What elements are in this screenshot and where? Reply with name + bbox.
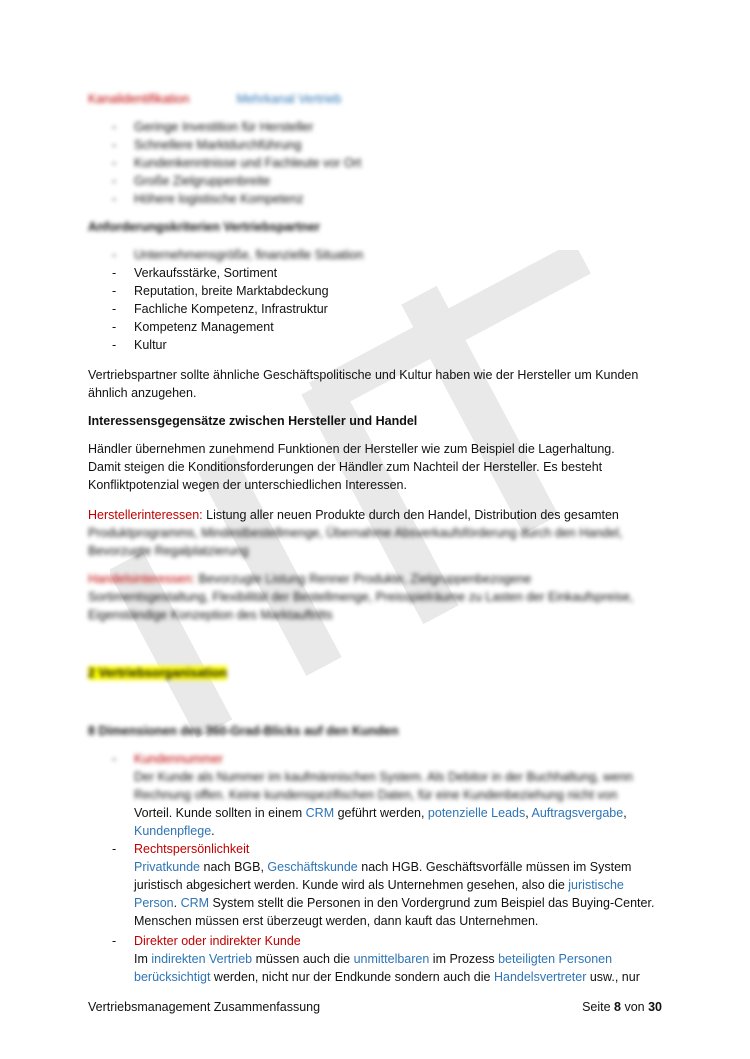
manufacturer-interests-text: Listung aller neuen Produkte durch den Handel, Distribution des gesamten <box>202 508 619 522</box>
dimensions-heading: 8 Dimensionen des 360-Grad-Blicks auf den Kunden <box>88 724 399 738</box>
manufacturer-interests-label: Herstellerinteressen: <box>88 508 203 522</box>
dealer-interests-label: Handelsinteressen: <box>88 572 196 586</box>
top-heading <box>88 90 341 108</box>
dimension-direct-indirect-label: Direkter oder indirekter Kunde <box>134 934 301 948</box>
paragraph-line: Vorteil. Kunde sollten in einem CRM geführt werden, potenzielle Leads, Auftragsvergabe, <box>134 806 627 820</box>
dimension-customer-number-label: Kundennummer <box>134 752 223 766</box>
list-item: Fachliche Kompetenz, Infrastruktur <box>134 302 328 316</box>
list-item: Verkaufsstärke, Sortiment <box>134 266 278 280</box>
list-item: Schnellere Marktdurchführung <box>134 138 302 152</box>
paragraph-line: Sortimentsgestaltung, Flexibilität der Bestellmenge, Preisspielräume zu Lasten der Einkaufspreise, <box>88 590 634 604</box>
paragraph-line: Rechnung offen. Keine kundenspezifischen Daten, für eine Kundenbeziehung nicht von <box>134 788 618 802</box>
footer-title: Vertriebsmanagement Zusammenfassung <box>88 1000 321 1014</box>
document-page: Kanalidentifikation Mehrkanal Vertrieb - Geringe Investition für Hersteller - Schnellere Marktdurchführung - Kundenkenntnisse und Fachleute vor Ort - Große Zielgruppenbreite - Höhere logistische Kompetenz Anforderungskriterien Vertriebspartner - Unternehmensgröße, finanzielle Situation - Verkaufsstärke, Sortiment - Reputation, breite Marktabdeckung - Fachliche Kompetenz, Infrastruktur - Kompetenz Management - Kultur Vertriebspartner sollte ähnliche Geschäftspolitische und Kultur haben wie der Hersteller um Kunden ähnlich anzugehen. Interessensgegensätze zwischen Hersteller und Handel Händler übernehmen zunehmend Funktionen der Hersteller wie zum Beispiel die Lagerhaltung. Damit steigen die Konditionsforderungen der Händler zum Nachteil der Hersteller. Es besteht Konfliktpotenzial wegen der unterschiedlichen Interessen. Herstellerinteressen: Listung aller neuen Produkte durch den Handel, Distribution des gesamten Produktprogramms, Mindestbestellmenge, Übernahme Absverkaufsförderung durch den Handel, Bevorzugte Regalplatzierung Handelsinteressen: Bevorzugte Listung Renner Produkte, Zielgruppenbezogene Sortimentsgestaltung, Flexibilität der Bestellmenge, Preisspielräume zu Lasten der Einkaufspreise, Eigenständige Konzeption des Marktauftritts 2 Vertriebsorganisation 8 Dimensionen des 360-Grad-Blicks auf den Kunden - Kundennummer Der Kunde als Nummer im kaufmännischen System. Als Debitor in der Buchhaltung, wenn Rechnung offen. Keine kundenspezifischen Daten, für eine Kundenbeziehung nicht von Vorteil. Kunde sollten in einem CRM geführt werden, potenzielle Leads, Auftragsvergabe, Kundenpflege. - Rechtspersönlichkeit Privatkunde nach BGB, Geschäftskunde nach HGB. Geschäftsvorfälle müssen im System juristisch abgesichert werden. Kunde wird als Unternehmen gesehen, also die juristische Person. CRM System stellt die Personen in den Vordergrund zum Beispiel das Buying-Center. Menschen müssen erst überzeugt werden, dann kauft das Unternehmen. - Direkter oder indirekter Kunde Im indirekten Vertrieb müssen auch die unmittelbaren im Prozess beteiligten Personen berücksichtigt werden, nicht nur der Endkunde sondern auch die Handelsvertreter usw., nur Vertriebsmanagement Zusammenfassung Seite 8 von 30 <box>88 92 662 1014</box>
paragraph-line: Im indirekten Vertrieb müssen auch die unmittelbaren im Prozess beteiligten Personen <box>134 952 613 966</box>
paragraph-line: Damit steigen die Konditionsforderungen der Händler zum Nachteil der Hersteller. Es besteht <box>88 460 603 474</box>
paragraph-line: Menschen müssen erst überzeugt werden, dann kauft das Unternehmen. <box>134 914 539 928</box>
dimension-legal-personality-label: Rechtspersönlichkeit <box>134 842 250 856</box>
paragraph-line: Produktprogramms, Mindestbestellmenge, Übernahme Absverkaufsförderung durch den Handel, <box>88 526 623 540</box>
footer-page-number: Seite 8 von 30 <box>582 1000 662 1014</box>
list-item: Unternehmensgröße, finanzielle Situation <box>134 248 364 262</box>
top-heading-right: Mehrkanal Vertrieb <box>236 92 342 106</box>
dealer-interests: Handelsinteressen: Bevorzugte Listung Renner Produkte, Zielgruppenbezogene <box>88 572 532 586</box>
paragraph-line: berücksichtigt werden, nicht nur der Endkunde sondern auch die Handelsvertreter usw., nur <box>134 970 640 984</box>
paragraph-line: Der Kunde als Nummer im kaufmännischen System. Als Debitor in der Buchhaltung, wenn <box>134 770 633 784</box>
paragraph-line: Privatkunde nach BGB, Geschäftskunde nach HGB. Geschäftsvorfälle müssen im System <box>134 860 632 874</box>
paragraph-line: Händler übernehmen zunehmend Funktionen der Hersteller wie zum Beispiel die Lagerhaltung. <box>88 442 615 456</box>
conflict-heading: Interessensgegensätze zwischen Hersteller und Handel <box>88 414 418 428</box>
list-item: Kundenkenntnisse und Fachleute vor Ort <box>134 156 362 170</box>
paragraph-line: Vertriebspartner sollte ähnliche Geschäftspolitische und Kultur haben wie der Hersteller um Kunden <box>88 368 639 382</box>
list-item: Große Zielgruppenbreite <box>134 174 271 188</box>
paragraph-line: Kundenpflege. <box>134 824 215 838</box>
manufacturer-interests <box>88 506 619 524</box>
paragraph-line: ähnlich anzugehen. <box>88 386 197 400</box>
list-item: Reputation, breite Marktabdeckung <box>134 284 329 298</box>
list-item: Höhere logistische Kompetenz <box>134 192 304 206</box>
top-heading-left: Kanalidentifikation <box>88 92 190 106</box>
paragraph-line: Eigenständige Konzeption des Marktauftritts <box>88 608 333 622</box>
list-item: Kompetenz Management <box>134 320 274 334</box>
paragraph-line: Person. CRM System stellt die Personen in den Vordergrund zum Beispiel das Buying-Center. <box>134 896 655 910</box>
requirements-heading: Anforderungskriterien Vertriebspartner <box>88 220 321 234</box>
paragraph-line: juristisch abgesichert werden. Kunde wird als Unternehmen gesehen, also die juristische <box>134 878 624 892</box>
section-heading-highlighted: 2 Vertriebsorganisation <box>88 666 227 680</box>
paragraph-line: Konfliktpotenzial wegen der unterschiedlichen Interessen. <box>88 478 407 492</box>
paragraph-line: Bevorzugte Regalplatzierung <box>88 544 249 558</box>
list-item: Geringe Investition für Hersteller <box>134 120 314 134</box>
list-item: Kultur <box>134 338 167 352</box>
